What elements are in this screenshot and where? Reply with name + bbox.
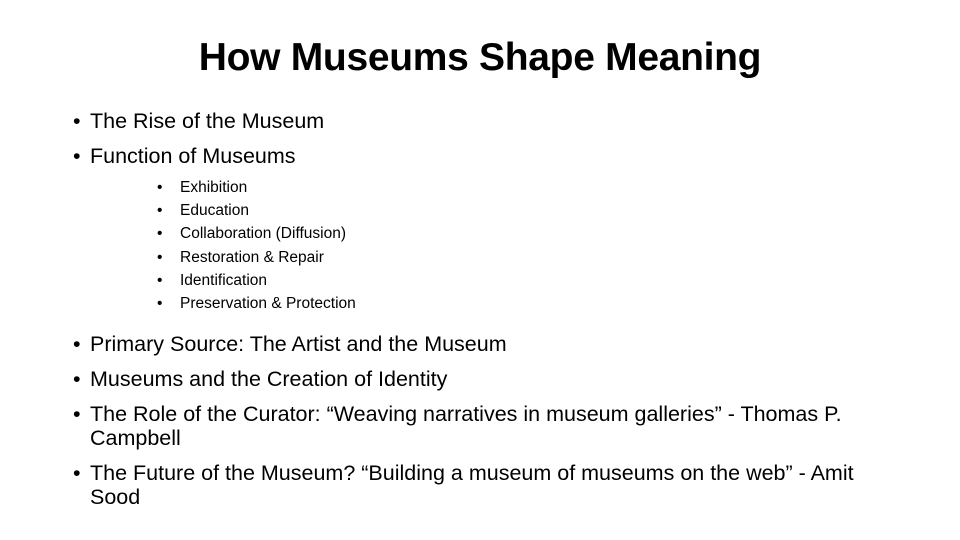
slide-body	[73, 109, 893, 520]
sub-bullet-text: Education	[180, 202, 249, 220]
bullet-text: Primary Source: The Artist and the Museum	[90, 332, 507, 357]
bullet-text: The Future of the Museum? “Building a museum of museums on the web” - Amit Sood	[90, 461, 854, 510]
bullet-item	[73, 367, 893, 391]
sub-bullet-text: Preservation & Protection	[180, 295, 356, 313]
slide-title: How Museums Shape Meaning	[198, 36, 762, 79]
bullet-icon: •	[157, 225, 163, 243]
bullet-text: Function of Museums	[90, 144, 296, 168]
bullet-icon: •	[73, 367, 81, 392]
sub-bullet-item	[90, 199, 893, 222]
bullet-item	[73, 402, 893, 450]
sub-bullet-text: Restoration & Repair	[180, 248, 324, 266]
sub-bullet-text: Collaboration (Diffusion)	[180, 225, 346, 243]
bullet-item	[73, 109, 893, 133]
sub-bullet-item	[90, 222, 893, 245]
bullet-item	[73, 144, 893, 315]
bullet-item	[73, 461, 893, 509]
bullet-list	[73, 109, 893, 509]
bullet-icon: •	[157, 202, 163, 220]
bullet-icon: •	[73, 109, 81, 133]
bullet-item	[73, 332, 893, 356]
sub-bullet-item	[90, 176, 893, 199]
bullet-icon: •	[157, 295, 163, 313]
sub-bullet-item	[90, 269, 893, 292]
bullet-text: Museums and the Creation of Identity	[90, 367, 448, 392]
sub-bullet-text: Identification	[180, 271, 268, 289]
bullet-icon: •	[157, 271, 163, 289]
bullet-icon: •	[73, 402, 81, 427]
bullet-icon: •	[157, 248, 163, 266]
bullet-text: The Role of the Curator: “Weaving narratives in museum galleries” - Thomas P. Campbell	[90, 402, 842, 451]
bullet-text: The Rise of the Museum	[90, 109, 325, 133]
sub-bullet-item	[90, 246, 893, 269]
bullet-icon: •	[73, 332, 81, 357]
bullet-icon: •	[157, 179, 163, 196]
bullet-icon: •	[73, 144, 81, 168]
sub-bullet-text: Exhibition	[180, 179, 248, 196]
sub-bullet-list	[90, 176, 893, 315]
bullet-icon: •	[73, 461, 81, 486]
sub-bullet-item	[90, 292, 893, 315]
